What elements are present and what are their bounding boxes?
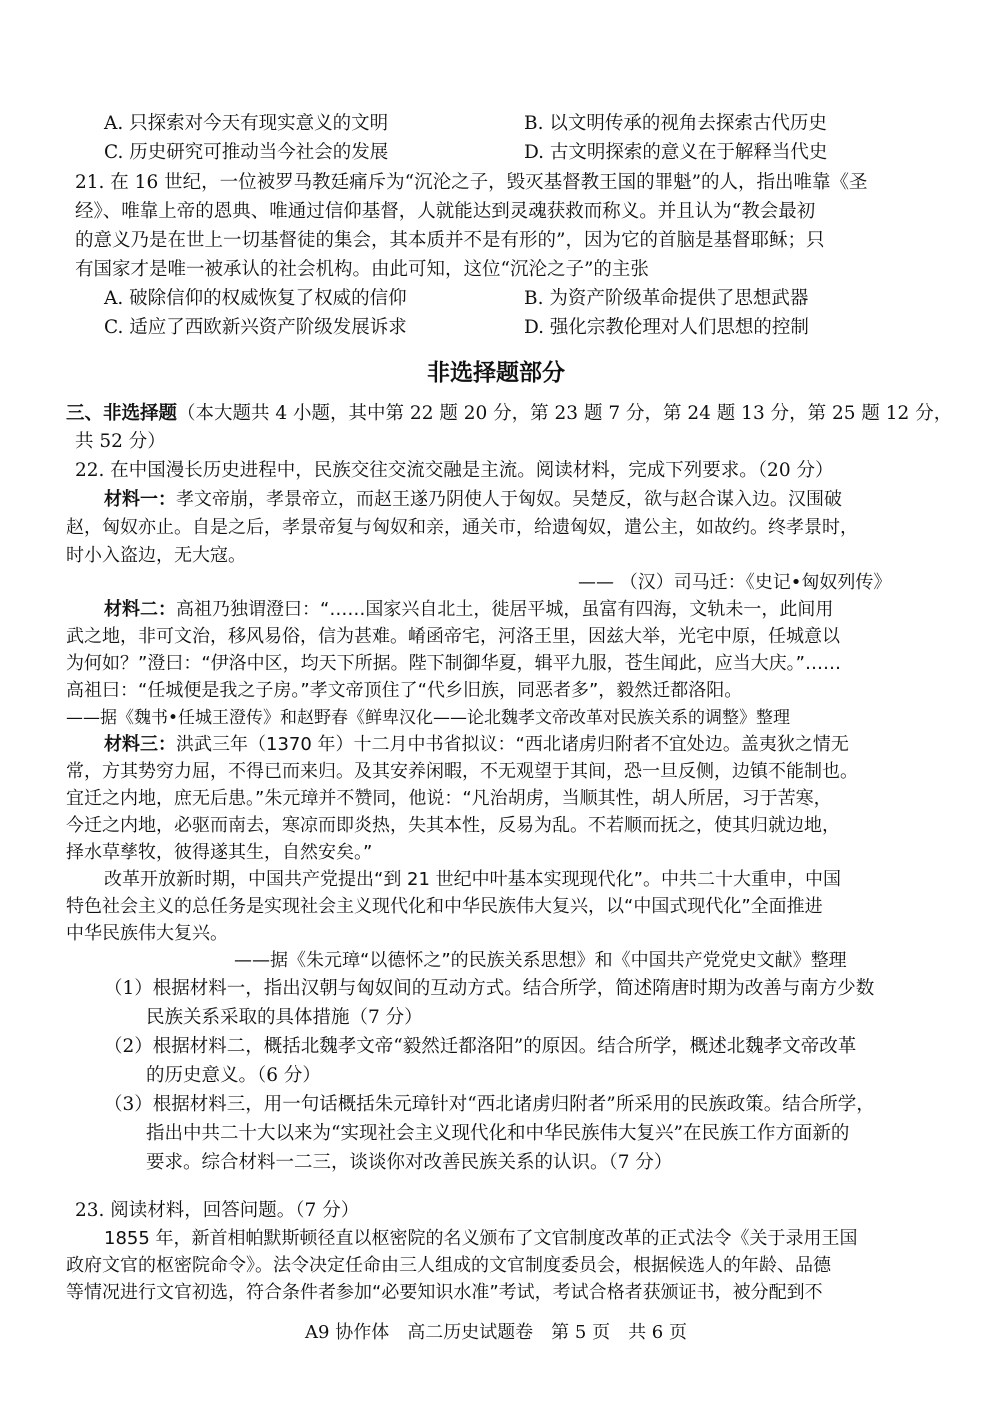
material-1-line: 时小入盗边，无大寇。 xyxy=(66,545,246,566)
material-3-line xyxy=(104,732,849,758)
q23-intro: 23. 阅读材料，回答问题。（7 分） xyxy=(75,1200,360,1221)
q21-option-a: A. 破除信仰的权威恢复了权威的信仰 xyxy=(104,288,407,309)
q21-stem-line: 有国家才是唯一被承认的社会机构。由此可知，这位“沉沦之子”的主张 xyxy=(75,259,649,280)
q20-option-a: A. 只探索对今天有现实意义的文明 xyxy=(104,113,389,134)
material-3-line: 今迁之内地，必驱而南去，寒凉而即炎热，失其本性，反易为乱。不若顺而抚之，使其归就边地， xyxy=(66,815,840,836)
page-footer: A9 协作体 高二历史试题卷 第 5 页 共 6 页 xyxy=(305,1322,687,1343)
material-3-label: 材料三： xyxy=(104,734,176,755)
material-2-line: 武之地，非可文治，移风易俗，信为甚难。崤函帝宅，河洛王里，因兹大举，光宅中原，任城意以 xyxy=(66,626,840,647)
q21-option-b: B. 为资产阶级革命提供了思想武器 xyxy=(524,288,809,309)
material-3-line: 常，方其势穷力屈，不得已而来归。及其安养闲暇，不无观望于其间，恐一旦反侧，边镇不能制也。 xyxy=(66,761,858,782)
material-3-line: 择水草孳牧，彼得遂其生，自然安矣。” xyxy=(66,842,373,863)
q22-sub2: 的历史意义。（6 分） xyxy=(146,1065,321,1086)
q22-sub3: 指出中共二十大以来为“实现社会主义现代化和中华民族伟大复兴”在民族工作方面新的 xyxy=(146,1123,850,1144)
section3-label: 三、非选择题 xyxy=(66,403,178,424)
section3-desc: （本大题共 4 小题，其中第 22 题 20 分，第 23 题 7 分，第 24 题 13 分，第 25 题 12 分， xyxy=(177,403,953,424)
q22-intro: 22. 在中国漫长历史进程中，民族交往交流交融是主流。阅读材料，完成下列要求。（20 分） xyxy=(75,460,834,481)
material-2-source: ——据《魏书•任城王澄传》和赵野春《鲜卑汉化——论北魏孝文帝改革对民族关系的调整》整理 xyxy=(66,708,791,728)
q23-material-line: 1855 年，新首相帕默斯顿径直以枢密院的名义颁布了文官制度改革的正式法令《关于录用王国 xyxy=(104,1228,858,1249)
material-1-line xyxy=(104,487,842,513)
material-1-label: 材料一： xyxy=(104,489,176,510)
material-3-line: 特色社会主义的总任务是实现社会主义现代化和中华民族伟大复兴，以“中国式现代化”全面推进 xyxy=(66,896,823,917)
q22-sub2: （2）根据材料二，概括北魏孝文帝“毅然迁都洛阳”的原因。结合所学，概述北魏孝文帝改革 xyxy=(104,1036,857,1057)
material-3-line: 中华民族伟大复兴。 xyxy=(66,923,228,944)
section3-desc-line2: 共 52 分） xyxy=(75,431,166,452)
material-2-label: 材料二： xyxy=(104,599,176,620)
material-3-line: 改革开放新时期，中国共产党提出“到 21 世纪中叶基本实现现代化”。中共二十大重申，中国 xyxy=(104,869,841,890)
q20-option-c: C. 历史研究可推动当今社会的发展 xyxy=(104,142,389,163)
q23-material-line: 等情况进行文官初选，符合条件者参加“必要知识水准”考试，考试合格者获颁证书，被分配到不 xyxy=(66,1282,823,1303)
q21-option-c: C. 适应了西欧新兴资产阶级发展诉求 xyxy=(104,317,407,338)
material-2-line: 高祖曰：“任城便是我之子房。”孝文帝顶住了“代乡旧族，同恶者多”，毅然迁都洛阳。 xyxy=(66,680,743,701)
q22-sub3: （3）根据材料三，用一句话概括朱元璋针对“西北诸虏归附者”所采用的民族政策。结合所学， xyxy=(104,1094,875,1115)
q20-option-d: D. 古文明探索的意义在于解释当代史 xyxy=(524,142,828,163)
q21-stem-line: 21. 在 16 世纪，一位被罗马教廷痛斥为“沉沦之子，毁灭基督教王国的罪魁”的人，指出唯靠《圣 xyxy=(75,172,868,193)
material-2-line: 为何如？”澄曰：“伊洛中区，均天下所据。陛下制御华夏，辑平九服，苍生闻此，应当大庆。”…… xyxy=(66,653,841,674)
q22-sub1: （1）根据材料一，指出汉朝与匈奴间的互动方式。结合所学，简述隋唐时期为改善与南方少数 xyxy=(104,978,875,999)
material-1-line: 赵，匈奴亦止。自是之后，孝景帝复与匈奴和亲，通关市，给遗匈奴，遣公主，如故约。终孝景时， xyxy=(66,517,858,538)
q20-option-b: B. 以文明传承的视角去探索古代历史 xyxy=(524,113,827,134)
material-3-text: 洪武三年（1370 年）十二月中书省拟议：“西北诸虏归附者不宜处边。盖夷狄之情无 xyxy=(176,734,849,755)
material-3-source: ——据《朱元璋“以德怀之”的民族关系思想》和《中国共产党党史文献》整理 xyxy=(234,950,847,971)
q21-option-d: D. 强化宗教伦理对人们思想的控制 xyxy=(524,317,809,338)
q22-sub1: 民族关系采取的具体措施（7 分） xyxy=(146,1007,423,1028)
q22-sub3: 要求。综合材料一二三，谈谈你对改善民族关系的认识。（7 分） xyxy=(146,1152,673,1173)
material-1-text: 孝文帝崩，孝景帝立，而赵王遂乃阴使人于匈奴。吴楚反，欲与赵合谋入边。汉围破 xyxy=(176,489,842,510)
section-title: 非选择题部分 xyxy=(427,360,565,386)
material-1-source: —— （汉）司马迁：《史记•匈奴列传》 xyxy=(578,572,892,593)
material-3-line: 宜迁之内地，庶无后患。”朱元璋并不赞同，他说：“凡治胡虏，当顺其性，胡人所居，习于苦寒， xyxy=(66,788,832,809)
q21-stem-line: 的意义乃是在世上一切基督徒的集会，其本质并不是有形的”，因为它的首脑是基督耶稣；只 xyxy=(75,230,825,251)
material-2-line xyxy=(104,597,833,623)
q23-material-line: 政府文官的枢密院命令》。法令决定任命由三人组成的文官制度委员会，根据候选人的年龄、品德 xyxy=(66,1255,831,1276)
material-2-text: 高祖乃独谓澄曰：“……国家兴自北土，徙居平城，虽富有四海，文轨未一，此间用 xyxy=(176,599,834,620)
section3-header xyxy=(66,401,952,427)
q21-stem-line: 经》、唯靠上帝的恩典、唯通过信仰基督，人就能达到灵魂获救而称义。并且认为“教会最初 xyxy=(75,201,816,222)
